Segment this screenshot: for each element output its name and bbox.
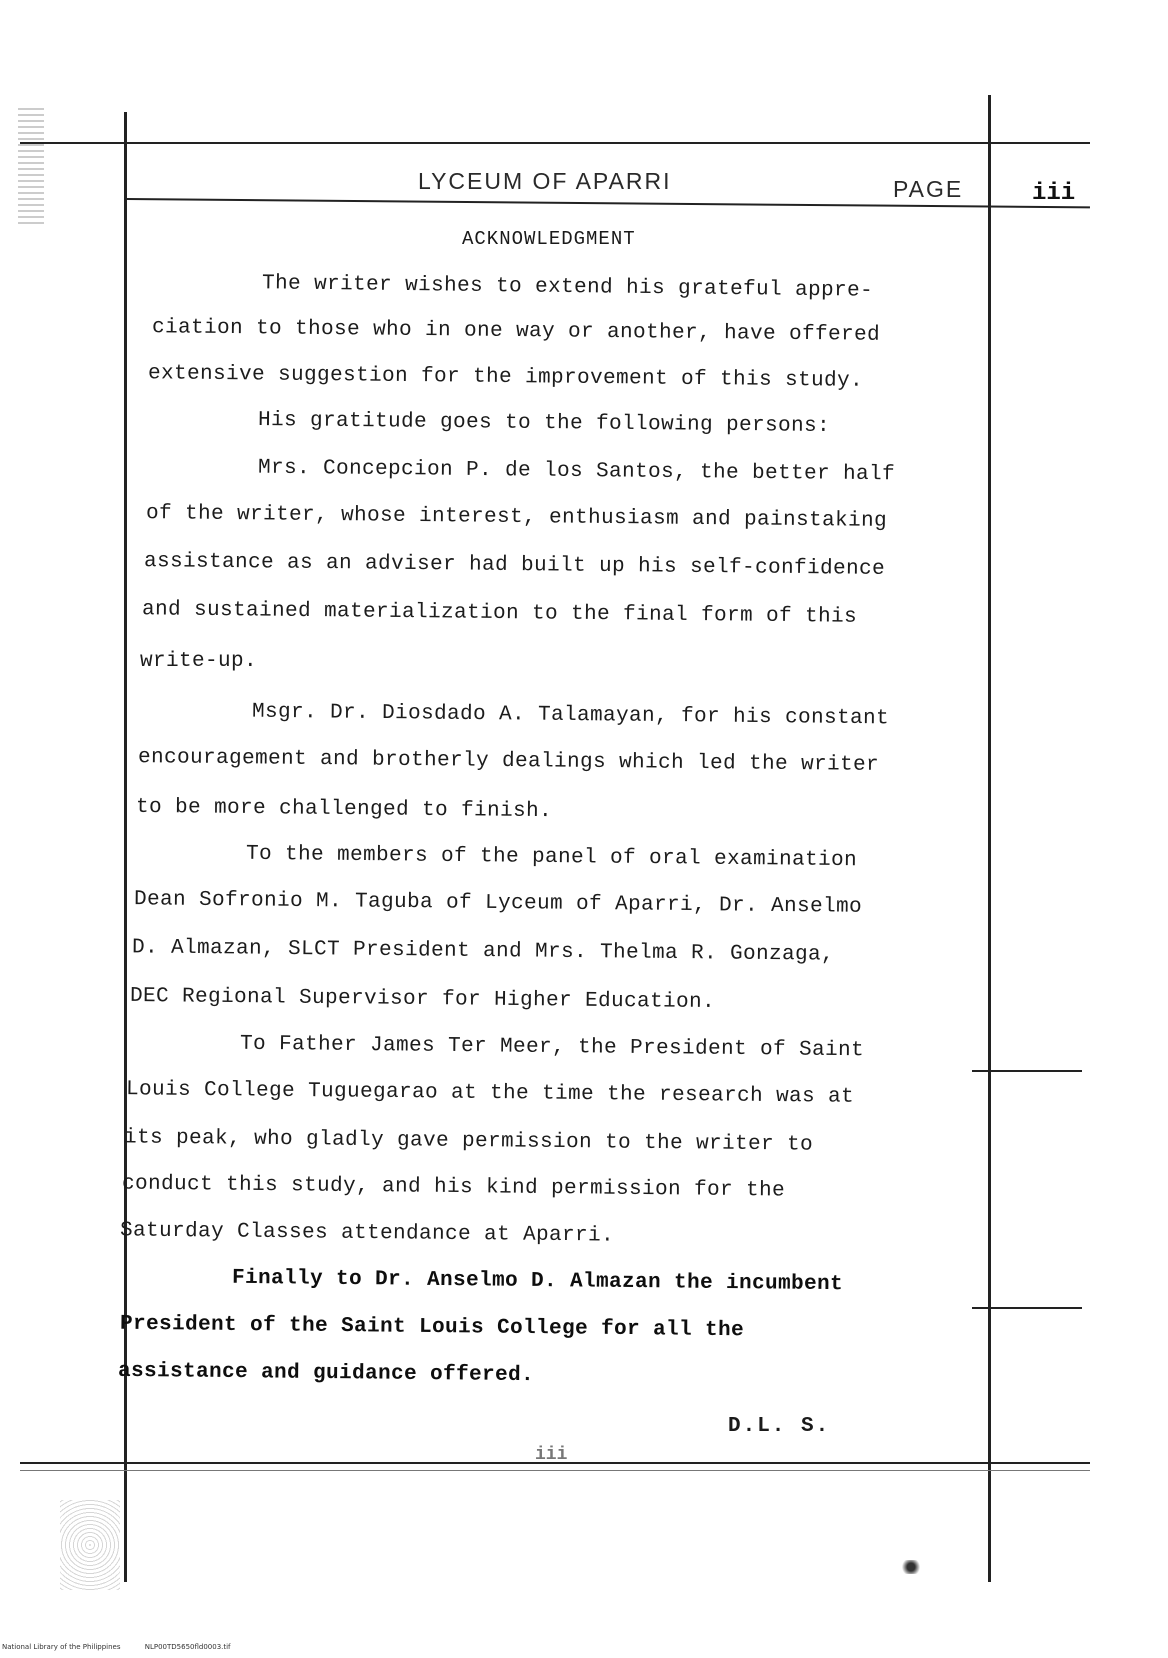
text-line: assistance as an adviser had built up his self-confidence [143, 550, 886, 581]
top-rule [20, 142, 1090, 144]
margin-tick [972, 1307, 1082, 1309]
text-line: write-up. [140, 650, 258, 673]
archive-library: National Library of the Philippines [2, 1643, 121, 1651]
bottom-rule-secondary [20, 1470, 1090, 1471]
text-line: Louis College Tuguegarao at the time the research was at [125, 1078, 855, 1109]
text-line: encouragement and brotherly dealings which led the writer [137, 746, 880, 777]
margin-tick [972, 1070, 1082, 1072]
archive-footer [2, 1643, 253, 1651]
page-label: PAGE [893, 176, 964, 202]
text-line: D. Almazan, SLCT President and Mrs. Thelma R. Gonzaga, [131, 936, 835, 967]
text-line: Mrs. Concepcion P. de los Santos, the better half [257, 456, 896, 487]
text-line: To the members of the panel of oral examination [245, 842, 858, 873]
text-line: The writer wishes to extend his grateful appre- [261, 272, 874, 303]
scan-noise [60, 1500, 120, 1590]
text-line: conduct this study, and his kind permission for the [121, 1172, 786, 1203]
text-line: assistance and guidance offered. [117, 1359, 535, 1388]
scan-artifact [18, 108, 44, 228]
text-line: extensive suggestion for the improvement of this study. [147, 362, 864, 393]
scan-speck [900, 1560, 922, 1574]
text-line: Finally to Dr. Anselmo D. Almazan the incumbent [231, 1266, 844, 1297]
text-line: His gratitude goes to the following persons: [257, 409, 831, 438]
page-number: iii [1032, 180, 1076, 207]
text-line: of the writer, whose interest, enthusiasm and painstaking [145, 502, 888, 533]
text-line: Saturday Classes attendance at Aparri. [119, 1219, 615, 1248]
footer-page-number: iii [535, 1445, 568, 1465]
text-line: its peak, who gladly gave permission to the writer to [123, 1126, 814, 1157]
text-line: and sustained materialization to the final form of this [141, 598, 858, 629]
signature-initials: D.L. S. [728, 1415, 831, 1438]
archive-file-id: NLP00TD5650fld0003.tif [144, 1643, 231, 1651]
text-line: ciation to those who in one way or another, have offered [151, 316, 881, 347]
text-line: DEC Regional Supervisor for Higher Education. [129, 984, 716, 1015]
text-line: Msgr. Dr. Diosdado A. Talamayan, for his constant [251, 700, 890, 731]
section-heading: ACKNOWLEDGMENT [462, 228, 636, 250]
text-line: Dean Sofronio M. Taguba of Lyceum of Aparri, Dr. Anselmo [133, 888, 863, 919]
right-margin-rule [988, 95, 991, 1582]
text-line: to be more challenged to finish. [135, 795, 553, 824]
text-line: President of the Saint Louis College for all the [119, 1312, 745, 1343]
institution-header: LYCEUM OF APARRI [418, 168, 672, 194]
text-line: To Father James Ter Meer, the President of Saint [239, 1032, 865, 1063]
